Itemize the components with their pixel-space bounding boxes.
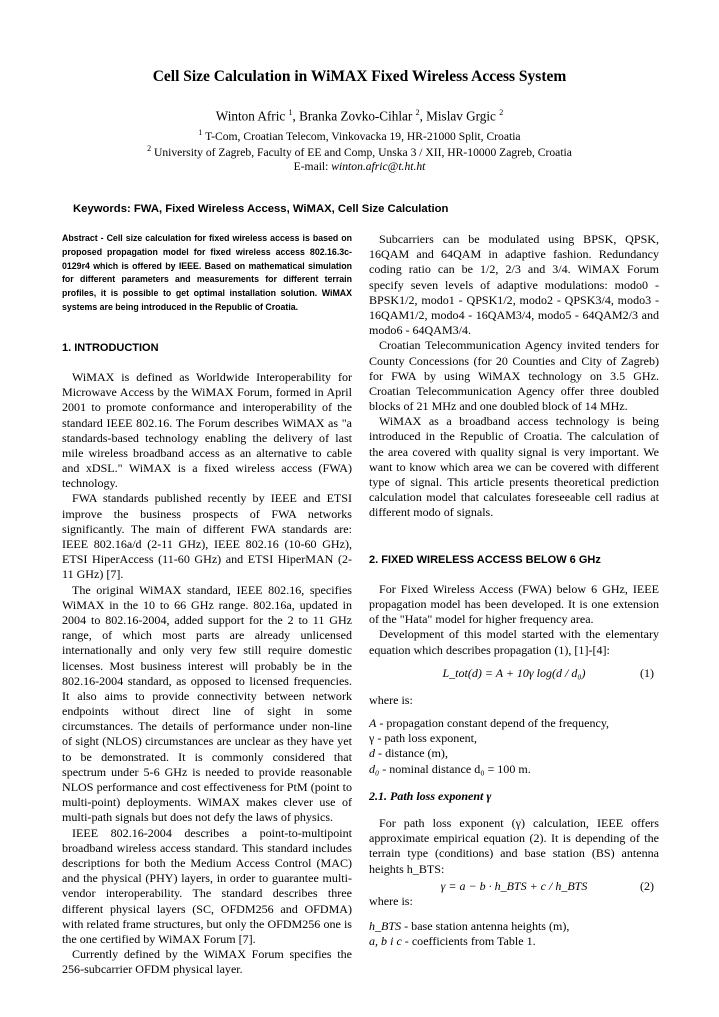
def-gamma-text: - path loss exponent,	[374, 731, 478, 746]
equation-2-number: (2)	[640, 878, 654, 893]
def-d0-sym: d₀	[369, 761, 380, 776]
affiliation-1-text: T-Com, Croatian Telecom, Vinkovacka 19, HR-21000 Split, Croatia	[205, 129, 521, 143]
affiliation-2-sup: 2	[147, 144, 152, 153]
equation-1-body: L_tot(d) = A + 10γ log(d / d₀)	[442, 665, 586, 680]
author-2: , Branka Zovko-Cihlar	[292, 108, 413, 124]
sec2-para-1: For Fixed Wireless Access (FWA) below 6 GHz, IEEE propagation model has been developed. It is one extension of the "Hata" model for higher frequency area.	[369, 581, 659, 627]
author-1: Winton Afric	[215, 108, 286, 124]
def-d-text: - distance (m),	[375, 746, 448, 761]
section-2-heading: 2. FIXED WIRELESS ACCESS BELOW 6 GHz	[369, 553, 601, 566]
def-d0	[369, 762, 659, 777]
def-gamma-sym: γ	[369, 731, 375, 746]
author-3-sup: 2	[499, 108, 504, 117]
def-hbts	[369, 919, 659, 934]
sec1-para-2: FWA standards published recently by IEEE and ETSI improve the business prospects of FWA networks significantly. The main of different FWA standards are: IEEE 802.16a/d (2-11 GHz), IEEE 802.16 (10-60 GHz), ETSI HiperAccess (11-60 GHz) and ETSI HiperMAN (2-11 GHz) [7].	[62, 491, 352, 582]
def-A-sym: A	[369, 716, 377, 731]
section-1-heading: 1. INTRODUCTION	[62, 341, 159, 354]
sec2-para-2: Development of this model started with the elementary equation which describes propagation (1), [1]-[4]:	[369, 627, 659, 657]
author-2-sup: 2	[415, 108, 420, 117]
equation-1	[369, 666, 659, 681]
paper-title: Cell Size Calculation in WiMAX Fixed Wireless Access System	[152, 68, 567, 85]
keywords: Keywords: FWA, Fixed Wireless Access, WiMAX, Cell Size Calculation	[73, 203, 449, 215]
def-d0-text: - nominal distance d₀ = 100 m.	[379, 761, 531, 776]
sec1-para-1: WiMAX is defined as Worldwide Interoperability for Microwave Access by the WiMAX Forum, formed in April 2001 to promote conformance and interoperability of the standard IEEE 802.16. The Forum describes WiMAX as "a standards-based technology enabling the delivery of last mile wireless broadband access as an alternative to cable and xDSL." WiMAX is a fixed wireless access (FWA) technology.	[62, 369, 352, 491]
def-abc-text: - coefficients from Table 1.	[401, 934, 536, 949]
sec1-para-3: The original WiMAX standard, IEEE 802.16, specifies WiMAX in the 10 to 66 GHz range. 802.16a, updated in 2004 to 802.16-2004, added support for the 2 to 11 GHz range, of which most parts are already unlicensed internationally and only very few still require domestic licenses. Most business interest will probably be in the 802.16-2004 standard, as opposed to licensed frequencies. It also aims to provide connectivity between network endpoints without direct line of sight in some circumstances. The details of performance under non-line of sight (NLOS) circumstances are unclear as they have yet to be demonstrated. It is commonly considered that spectrum under 5-6 GHz is needed to provide reasonable NLOS performance and cost effectiveness for PtM (point to multi-point) deployments. WiMAX makes clever use of multi-path signals but does not defy the laws of physics.	[62, 582, 352, 825]
sec1-para-5: Currently defined by the WiMAX Forum specifies the 256-subcarrier OFDM physical layer.	[62, 947, 352, 977]
abstract: Abstract - Cell size calculation for fixed wireless access is based on proposed propagation model for fixed wireless access 802.16.3c-0129r4 which is offered by IEEE. Based on mathematical simulation for different parameters and measurements for different terrain profiles, it is possible to get optimal installation solution. WiMAX systems are being introduced in the Republic of Croatia.	[62, 233, 352, 312]
def-abc	[369, 934, 659, 949]
affiliation-2-text: University of Zagreb, Faculty of EE and Comp, Unska 3 / XII, HR-10000 Zagreb, Croatia	[153, 145, 572, 159]
email-label: E-mail:	[293, 160, 329, 173]
authors	[0, 108, 719, 124]
equation-2-body: γ = a − b · h_BTS + c / h_BTS	[440, 878, 588, 893]
right-para-1: Subcarriers can be modulated using BPSK, QPSK, 16QAM and 64QAM in adaptive fashion. Redundancy coding ratio can be 1/2, 2/3 and 3/4. WiMAX Forum specify seven levels of adaptive modulations: modo0 - BPSK1/2, modo1 - QPSK1/2, modo2 - QPSK3/4, modo3 - 16QAM1/2, modo4 - 16QAM3/4, modo5 - 64QAM2/3 and modo6 - 64QAM3/4.	[369, 232, 659, 338]
author-1-sup: 1	[288, 108, 293, 117]
where-label-2: where is:	[369, 893, 413, 908]
right-para-2: Croatian Telecommunication Agency invited tenders for County Concessions (for 20 Counties and City of Zagreb) for FWA by using WiMAX technology on 3.5 GHz. Croatian Telecommunication Agency offer three doubled blocks of 21 MHz and one doubled block of 14 MHz.	[369, 338, 659, 414]
sec21-para: For path loss exponent (γ) calculation, IEEE offers approximate empirical equation (2). It is depending of the terrain type (conditions) and base station (BS) antenna heights h_BTS:	[369, 816, 659, 876]
affiliation-1-sup: 1	[198, 128, 203, 137]
def-A	[369, 716, 659, 731]
def-d	[369, 746, 659, 761]
def-abc-sym: a, b i c	[369, 934, 402, 949]
sec1-para-4: IEEE 802.16-2004 describes a point-to-multipoint broadband wireless access standard. This standard includes descriptions for both the Medium Access Control (MAC) and the physical (PHY) layers, in order to guarantee multi-vendor interoperability. The standard describes three different physical layers (SC, OFDM256 and OFDMA) with related frame structures, but only the OFDM256 one is the one certified by WiMAX Forum [7].	[62, 825, 352, 946]
email-link[interactable]: winton.afric@t.ht.ht	[331, 160, 426, 173]
where-label-1: where is:	[369, 692, 413, 707]
author-3: , Mislav Grgic	[419, 108, 496, 124]
affiliation-1	[0, 128, 719, 143]
def-hbts-sym: h_BTS	[369, 919, 402, 934]
right-column	[369, 232, 659, 950]
equation-1-number: (1)	[640, 665, 654, 680]
subsection-2-1: 2.1. Path loss exponent γ	[369, 788, 492, 803]
def-hbts-text: - base station antenna heights (m),	[401, 919, 570, 934]
right-para-3: WiMAX as a broadband access technology is being introduced in the Republic of Croatia. The calculation of the area covered with quality signal is very important. We want to know which area we can be covered with different type of signal. This article presents theoretical prediction calculation model that calculates foreseeable cell radius at different modo of signals.	[369, 414, 659, 520]
email-line	[0, 160, 719, 173]
affiliation-2	[0, 144, 719, 159]
equation-2	[369, 879, 659, 894]
def-A-text: - propagation constant depend of the frequency,	[376, 716, 610, 731]
left-column	[62, 232, 352, 977]
def-d-sym: d	[369, 746, 376, 761]
def-gamma	[369, 731, 659, 746]
